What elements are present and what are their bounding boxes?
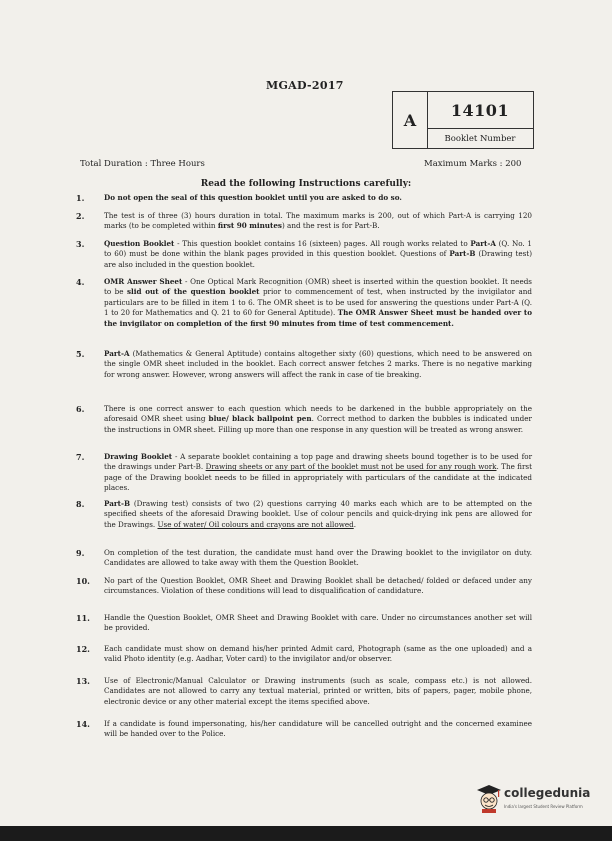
instruction-fragment: . The first page of the Drawing booklet needs to be filled in appropriately with particulars of the candidate at the indicated places.	[104, 462, 532, 493]
instruction-fragment: OMR Answer Sheet	[104, 277, 183, 286]
watermark-name: collegedunia	[504, 786, 591, 800]
instruction-fragment: The OMR Answer Sheet must be handed over to the invigilator on completion of the first 90 minutes from time of test commencement.	[104, 308, 532, 328]
instruction-number: 8.	[76, 499, 85, 509]
instruction-text	[104, 676, 532, 707]
instruction-fragment: - This question booklet contains 16 (sixteen) pages. All rough works related to	[174, 239, 471, 248]
instruction-text	[104, 193, 532, 203]
graduate-mascot-icon	[476, 784, 502, 814]
instruction-fragment: There is one correct answer to each question which needs to be darkened in the bubble appropriately on the aforesaid OMR sheet using	[104, 404, 532, 424]
booklet-series: A	[393, 92, 428, 148]
instruction-fragment: Use of Electronic/Manual Calculator or Drawing instruments (such as scale, compass etc.) is not allowed. Candidates are not allowed to carry any textual material, printed or written, bits of papers, pager, mobile phone, electronic device or any other material except the items specified above.	[104, 676, 532, 706]
instruction-text	[104, 452, 532, 494]
instruction-fragment: On completion of the test duration, the candidate must hand over the Drawing booklet to the invigilator on duty. Candidates are allowed to take away with them the Question Booklet.	[104, 548, 532, 568]
instruction-number: 4.	[76, 277, 85, 287]
instruction-item	[76, 548, 532, 569]
instruction-item	[76, 499, 532, 530]
instructions-heading: Read the following Instructions carefully:	[200, 179, 412, 189]
instruction-fragment: Drawing sheets or any part of the booklet must not be used for any rough work	[205, 462, 497, 472]
maximum-marks: Maximum Marks : 200	[424, 159, 522, 169]
watermark-tagline: India's largest Student Review Platform	[504, 804, 583, 809]
scan-edge	[0, 826, 612, 841]
instruction-fragment: Drawing Booklet	[104, 452, 173, 461]
instruction-item	[76, 349, 532, 380]
instruction-number: 3.	[76, 239, 85, 249]
instruction-fragment: (Drawing test) consists of two (2) questions carrying 40 marks each which are to be attempted on the specified sheets of the aforesaid Drawing booklet. Use of colour pencils and quick-drying ink pens are allowed for the Drawings.	[104, 499, 532, 529]
instruction-fragment: - A separate booklet containing a top page and drawing sheets bound together is to be used for the drawings under Part-B.	[104, 452, 532, 472]
collegedunia-watermark	[476, 782, 606, 820]
instruction-item	[76, 239, 532, 270]
instruction-text	[104, 576, 532, 597]
instruction-number: 11.	[76, 613, 90, 623]
instruction-fragment: Do not open the seal of this question booklet until you are asked to do so.	[104, 193, 402, 202]
instruction-text	[104, 499, 532, 530]
instruction-text	[104, 644, 532, 665]
instruction-text	[104, 239, 532, 270]
instruction-text	[104, 719, 532, 740]
total-duration: Total Duration : Three Hours	[80, 159, 205, 169]
instruction-fragment: (Mathematics & General Aptitude) contains altogether sixty (60) questions, which need to be answered on the single OMR sheet included in the booklet. Each correct answer fetches 2 marks. There is no negative marking for wrong answer. However, wrong answers will affect the rank in case of tie breaking.	[104, 349, 532, 379]
instruction-text	[104, 349, 532, 380]
instruction-fragment: Each candidate must show on demand his/her printed Admit card, Photograph (same as the one uploaded) and a valid Photo identity (e.g. Aadhar, Voter card) to the invigilator and/or observer.	[104, 644, 532, 664]
instruction-number: 10.	[76, 576, 90, 586]
exam-code: MGAD-2017	[266, 79, 344, 92]
instruction-number: 14.	[76, 719, 90, 729]
instruction-item	[76, 193, 532, 203]
instruction-fragment: The test is of three (3) hours duration in total. The maximum marks is 200, out of which Part-A is carrying 120 marks (to be completed within	[104, 211, 532, 231]
booklet-info-box	[392, 91, 534, 149]
instruction-fragment: first 90 minutes	[217, 221, 282, 231]
instruction-fragment: blue/ black ballpoint pen	[208, 414, 312, 424]
instruction-number: 1.	[76, 193, 85, 203]
instruction-fragment: . Correct method to darken the bubbles is indicated under the instructions in OMR sheet. Filling up more than one response in any question will be treated as wrong answer.	[104, 414, 532, 434]
instruction-fragment: If a candidate is found impersonating, his/her candidature will be cancelled outright and the concerned examinee will be handed over to the Police.	[104, 719, 532, 739]
instruction-item	[76, 404, 532, 435]
instruction-item	[76, 613, 532, 634]
instruction-fragment: Question Booklet	[104, 239, 175, 248]
instruction-fragment: ) and the rest is for Part-B.	[281, 221, 380, 231]
instruction-text	[104, 211, 532, 232]
instruction-number: 7.	[76, 452, 85, 462]
instruction-item	[76, 277, 532, 329]
instruction-item	[76, 644, 532, 665]
instruction-number: 12.	[76, 644, 90, 654]
instruction-text	[104, 613, 532, 634]
instruction-fragment: .	[353, 519, 356, 529]
instruction-number: 13.	[76, 676, 90, 686]
instruction-text	[104, 277, 532, 329]
instruction-fragment: (Drawing test) are also included in the question booklet.	[104, 249, 533, 269]
instruction-fragment: slid out of the question booklet	[127, 287, 260, 297]
instruction-item	[76, 211, 532, 232]
instruction-item	[76, 576, 532, 597]
instruction-fragment: - One Optical Mark Recognition (OMR) sheet is inserted within the question booklet. It needs to be	[104, 277, 532, 297]
instruction-fragment: Use of water/ Oil colours and crayons are not allowed	[157, 519, 354, 529]
instruction-item	[76, 719, 532, 740]
instruction-text	[104, 404, 532, 435]
instruction-fragment: Part-B	[449, 249, 476, 259]
instruction-fragment: Part-B	[104, 499, 131, 508]
instruction-item	[76, 676, 532, 707]
instruction-number: 9.	[76, 548, 85, 558]
booklet-number: 14101	[450, 100, 510, 120]
instruction-number: 2.	[76, 211, 85, 221]
booklet-number-label: Booklet Number	[427, 128, 533, 149]
instruction-number: 5.	[76, 349, 85, 359]
instruction-number: 6.	[76, 404, 85, 414]
instruction-fragment: prior to commencement of test, when instructed by the invigilator and particulars are to be filled in item 1 to 6. The OMR sheet is to be used for answering the questions under Part-A (Q. 1 to 20 for Mathematics and Q. 21 to 60 for General Aptitude).	[104, 287, 533, 318]
instruction-item	[76, 452, 532, 494]
instruction-fragment: Part-A	[104, 349, 130, 358]
instruction-fragment: Part-A	[470, 239, 496, 248]
instruction-fragment: (Q. No. 1 to 60) must be done within the blank pages provided in this question booklet. Questions of	[104, 239, 532, 259]
instruction-fragment: No part of the Question Booklet, OMR Sheet and Drawing Booklet shall be detached/ folded or defaced under any circumstances. Violation of these conditions will lead to disqualification of candidature.	[104, 576, 532, 596]
instruction-fragment: Handle the Question Booklet, OMR Sheet and Drawing Booklet with care. Under no circumstances another set will be provided.	[104, 613, 532, 633]
instruction-text	[104, 548, 532, 569]
